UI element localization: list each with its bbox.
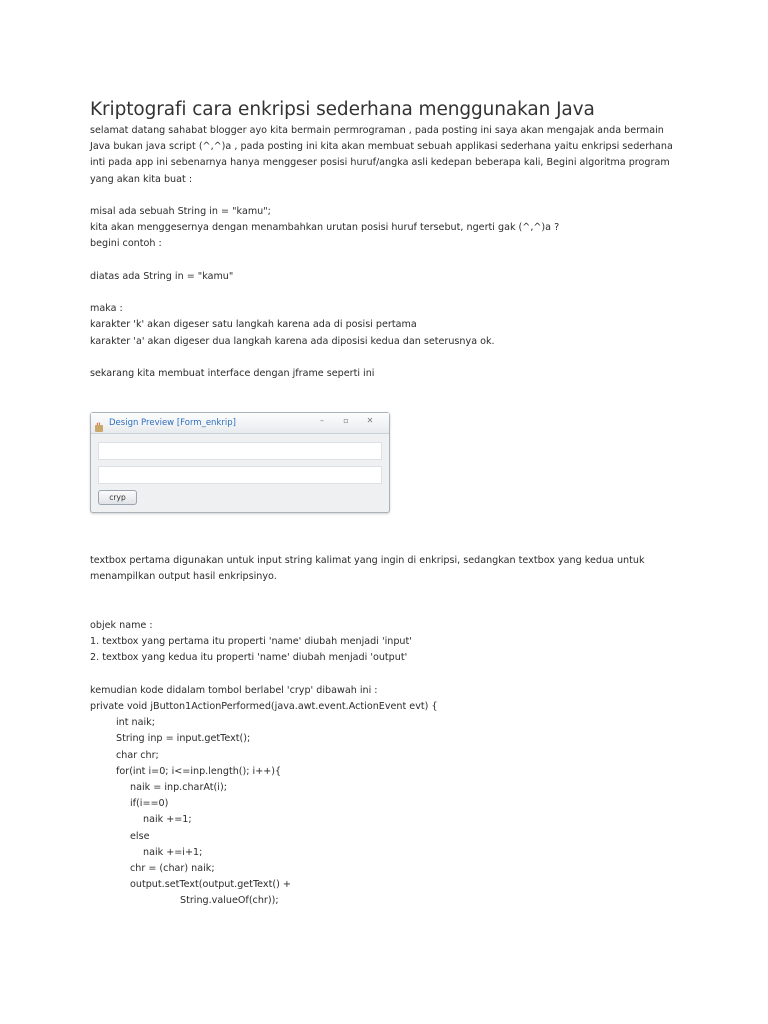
example-line: begini contoh : <box>90 238 162 250</box>
code-line: naik = inp.charAt(i); <box>130 781 227 793</box>
java-app-icon <box>94 418 105 429</box>
code-line: String.valueOf(chr)); <box>180 895 279 907</box>
code-line: chr = (char) naik; <box>130 863 215 874</box>
objek-line: 1. textbox yang pertama itu properti 'name' diubah menjadi 'input' <box>90 636 412 648</box>
jframe-preview-window <box>90 412 390 513</box>
textbox-desc-line: menampilkan output hasil enkripsinyo. <box>90 571 277 583</box>
intro-line: yang akan kita buat : <box>90 173 193 185</box>
textbox-desc-line: textbox pertama digunakan untuk input string kalimat yang ingin di enkripsi, sedangkan textbox yang kedua untuk <box>90 555 645 567</box>
document-page <box>90 96 690 910</box>
objek-line: objek name : <box>90 619 153 631</box>
kode-intro: kemudian kode didalam tombol berlabel 'cryp' dibawah ini : <box>90 684 378 696</box>
example-line: misal ada sebuah String in = "kamu"; <box>90 206 271 217</box>
output-textbox[interactable] <box>98 466 382 484</box>
code-line: String inp = input.getText(); <box>116 733 251 745</box>
code-line: for(int i=0; i<=inp.length(); i++){ <box>116 765 282 777</box>
window-title: Design Preview [Form_enkrip] <box>109 418 236 429</box>
code-line: else <box>130 830 150 842</box>
code-line: char chr; <box>116 749 159 761</box>
string-line: diatas ada String in = "kamu" <box>90 270 234 282</box>
interface-line: sekarang kita membuat interface dengan jframe seperti ini <box>90 367 375 379</box>
input-textbox[interactable] <box>98 442 382 460</box>
article-title: Kriptografi cara enkripsi sederhana menggunakan Java <box>90 99 595 120</box>
intro-line: Java bukan java script (^,^)a , pada posting ini kita akan membuat sebuah applikasi sederhana yaitu enkripsi sederhana <box>90 141 673 153</box>
code-line: if(i==0) <box>130 798 169 810</box>
example-line: kita akan menggesernya dengan menambahkan urutan posisi huruf tersebut, ngerti gak (^,^)a ? <box>90 222 560 234</box>
objek-line: 2. textbox yang kedua itu properti 'name' diubah menjadi 'output' <box>90 652 408 664</box>
code-line: naik +=i+1; <box>143 846 203 858</box>
explain-line: karakter 'a' akan digeser dua langkah karena ada diposisi kedua dan seterusnya ok. <box>90 335 495 347</box>
window-titlebar <box>91 413 389 434</box>
code-line: private void jButton1ActionPerformed(java.awt.event.ActionEvent evt) { <box>90 700 438 712</box>
explain-line: maka : <box>90 303 123 315</box>
code-line: int naik; <box>116 717 155 729</box>
intro-line: inti pada app ini sebenarnya hanya menggeser posisi huruf/angka asli kedepan beberapa kali, Begini algoritma program <box>90 157 670 169</box>
close-icon[interactable]: ✕ <box>366 416 374 426</box>
intro-line: selamat datang sahabat blogger ayo kita bermain permrograman , pada posting ini saya akan mengajak anda bermain <box>90 125 664 136</box>
minimize-icon[interactable]: – <box>320 416 324 426</box>
code-line: output.setText(output.getText() + <box>130 879 291 891</box>
code-line: naik +=1; <box>143 814 192 826</box>
explain-line: karakter 'k' akan digeser satu langkah karena ada di posisi pertama <box>90 319 417 331</box>
restore-icon[interactable]: ▫ <box>343 416 349 426</box>
cryp-button[interactable]: cryp <box>98 490 137 505</box>
